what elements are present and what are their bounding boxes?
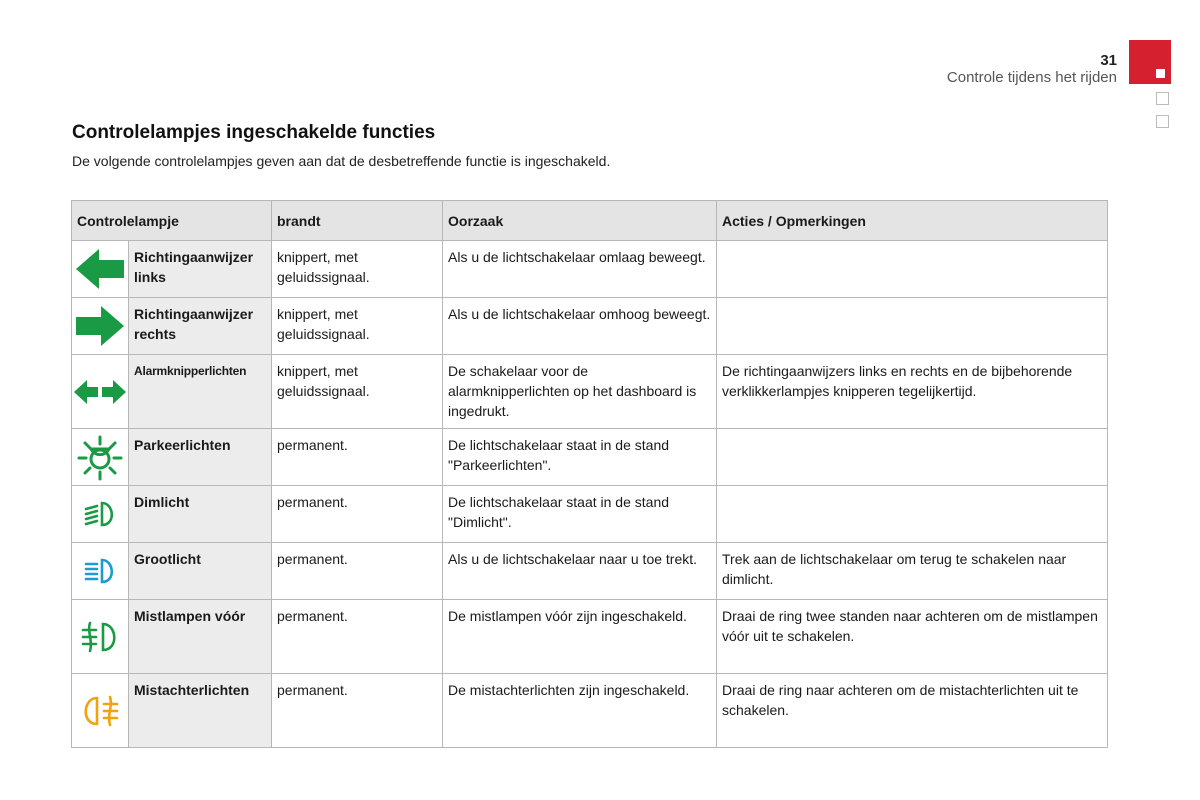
table-row	[72, 241, 1108, 298]
lamp-action: Draai de ring naar achteren om de mistachterlichten uit te schakelen.	[717, 674, 1108, 748]
lamp-cause: De lichtschakelaar staat in de stand "Parkeerlichten".	[443, 429, 717, 486]
lamp-cause: Als u de lichtschakelaar omhoog beweegt.	[443, 298, 717, 355]
icon-cell	[72, 674, 129, 748]
warning-lights-table	[71, 200, 1108, 748]
lamp-name: Mistlampen vóór	[129, 600, 272, 674]
header-brandt: brandt	[272, 201, 443, 241]
table-row	[72, 543, 1108, 600]
lamp-cause: Als u de lichtschakelaar omlaag beweegt.	[443, 241, 717, 298]
chapter-title: Controle tijdens het rijden	[946, 69, 1117, 86]
header-acties: Acties / Opmerkingen	[717, 201, 1108, 241]
lamp-action	[717, 241, 1108, 298]
lamp-name: Dimlicht	[129, 486, 272, 543]
lamp-name: Parkeerlichten	[129, 429, 272, 486]
high-beam-icon	[80, 556, 120, 586]
rear-fog-light-icon	[78, 693, 122, 729]
lamp-cause: De schakelaar voor de alarmknipperlichten op het dashboard is ingedrukt.	[443, 355, 717, 429]
icon-cell	[72, 600, 129, 674]
lamp-action	[717, 429, 1108, 486]
chapter-tab[interactable]	[1156, 92, 1169, 105]
lamp-status: knippert, met geluidssignaal.	[272, 298, 443, 355]
icon-cell	[72, 355, 129, 429]
arrow-left-icon	[74, 247, 126, 291]
lamp-status: knippert, met geluidssignaal.	[272, 355, 443, 429]
arrow-right-icon	[74, 304, 126, 348]
table-row	[72, 486, 1108, 543]
lamp-status: permanent.	[272, 543, 443, 600]
header-oorzaak: Oorzaak	[443, 201, 717, 241]
table-header-row	[72, 201, 1108, 241]
lamp-cause: De lichtschakelaar staat in de stand "Dimlicht".	[443, 486, 717, 543]
lamp-name: Richtingaanwijzer rechts	[129, 298, 272, 355]
lamp-action: Draai de ring twee standen naar achteren om de mistlampen vóór uit te schakelen.	[717, 600, 1108, 674]
icon-cell	[72, 543, 129, 600]
lamp-name: Grootlicht	[129, 543, 272, 600]
front-fog-light-icon	[78, 619, 122, 655]
lamp-status: permanent.	[272, 486, 443, 543]
lamp-name: Mistachterlichten	[129, 674, 272, 748]
chapter-tab[interactable]	[1156, 115, 1169, 128]
lamp-action: Trek aan de lichtschakelaar om terug te schakelen naar dimlicht.	[717, 543, 1108, 600]
icon-cell	[72, 298, 129, 355]
icon-cell	[72, 429, 129, 486]
icon-cell	[72, 241, 129, 298]
lamp-status: permanent.	[272, 429, 443, 486]
tab-marker	[1156, 69, 1165, 78]
hazard-arrows-icon	[73, 377, 127, 407]
table-row	[72, 429, 1108, 486]
table-row	[72, 298, 1108, 355]
section-title: Controlelampjes ingeschakelde functies	[72, 122, 436, 143]
lamp-name: Richtingaanwijzer links	[129, 241, 272, 298]
chapter-tab-active[interactable]	[1129, 40, 1171, 84]
header-controlelampje: Controlelampje	[72, 201, 272, 241]
page-number: 31	[1100, 52, 1117, 69]
lamp-action	[717, 298, 1108, 355]
parking-light-icon	[75, 432, 125, 482]
lamp-action	[717, 486, 1108, 543]
table-row	[72, 355, 1108, 429]
icon-cell	[72, 486, 129, 543]
low-beam-icon	[80, 499, 120, 529]
lamp-action: De richtingaanwijzers links en rechts en de bijbehorende verklikkerlampjes knipperen tegelijkertijd.	[717, 355, 1108, 429]
lamp-cause: De mistlampen vóór zijn ingeschakeld.	[443, 600, 717, 674]
lamp-name: Alarmknipperlichten	[129, 355, 272, 429]
lamp-status: permanent.	[272, 600, 443, 674]
lamp-cause: De mistachterlichten zijn ingeschakeld.	[443, 674, 717, 748]
section-intro: De volgende controlelampjes geven aan dat de desbetreffende functie is ingeschakeld.	[72, 153, 611, 169]
lamp-status: knippert, met geluidssignaal.	[272, 241, 443, 298]
table-row	[72, 674, 1108, 748]
table-row	[72, 600, 1108, 674]
lamp-cause: Als u de lichtschakelaar naar u toe trekt.	[443, 543, 717, 600]
lamp-status: permanent.	[272, 674, 443, 748]
